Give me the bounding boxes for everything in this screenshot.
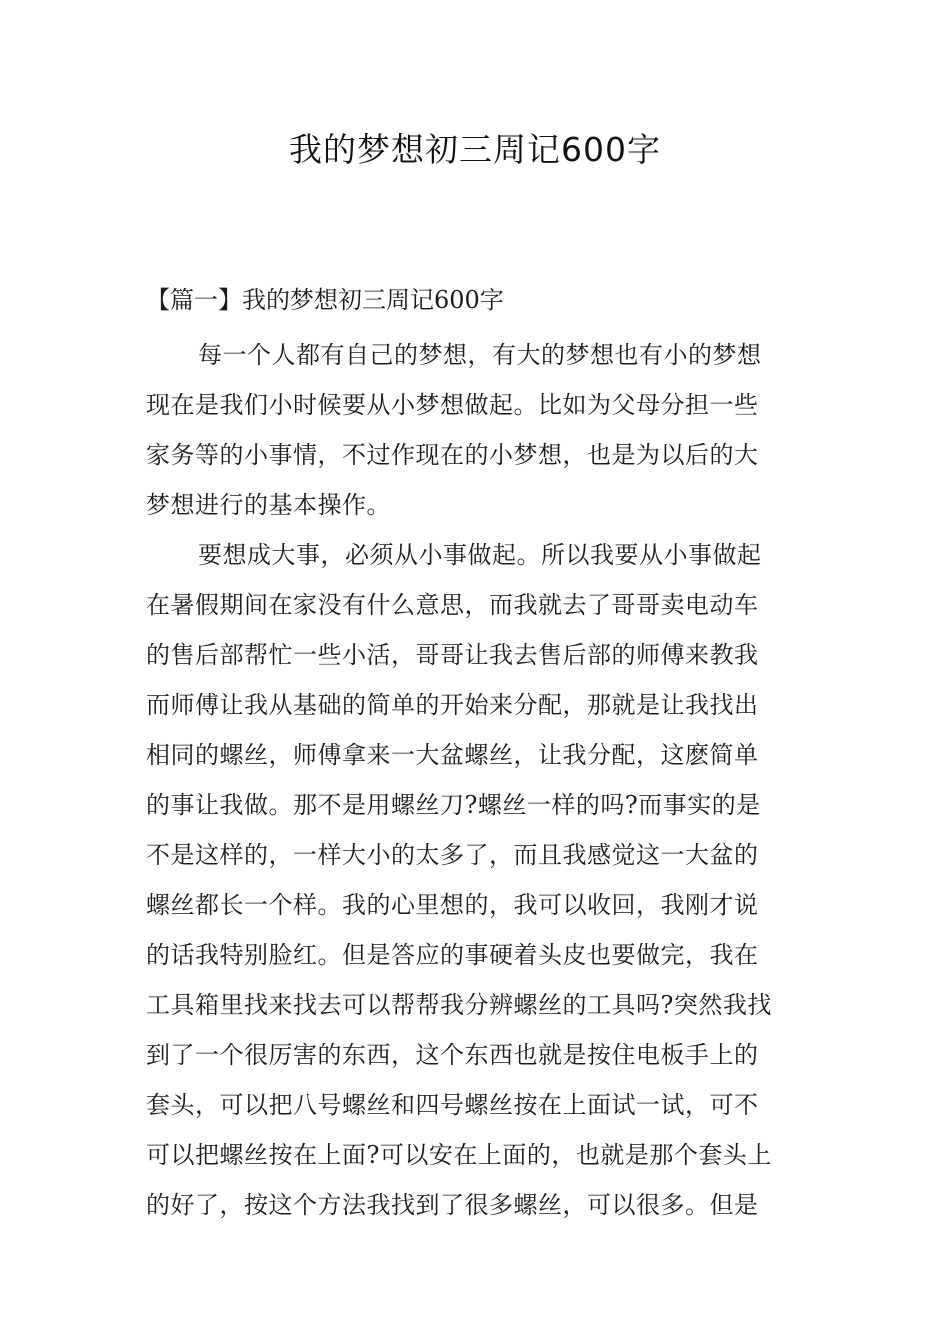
paragraph-line: 家务等的小事情，不过作现在的小梦想，也是为以后的大 [146,441,759,469]
paragraph-line: 相同的螺丝，师傅拿来一大盆螺丝，让我分配，这麽简单 [146,741,759,769]
paragraph-line: 在暑假期间在家没有什么意思，而我就去了哥哥卖电动车 [146,591,759,619]
paragraph-line: 工具箱里找来找去可以帮帮我分辨螺丝的工具吗?突然我找 [146,991,772,1019]
paragraph-line: 而师傅让我从基础的简单的开始来分配，那就是让我找出 [146,691,759,719]
paragraph-line: 现在是我们小时候要从小梦想做起。比如为父母分担一些 [146,391,759,419]
section-heading: 【篇一】我的梦想初三周记600字 [146,286,504,314]
paragraph-line: 不是这样的，一样大小的太多了，而且我感觉这一大盆的 [146,841,759,869]
paragraph-line: 的售后部帮忙一些小活，哥哥让我去售后部的师傅来教我 [146,641,759,669]
paragraph-line: 可以把螺丝按在上面?可以安在上面的，也就是那个套头上 [146,1141,772,1169]
paragraph-1 [146,330,808,530]
document-body [146,280,808,1230]
paragraph-line: 梦想进行的基本操作。 [146,491,391,519]
paragraph-line: 要想成大事，必须从小事做起。所以我要从小事做起 [198,541,762,569]
paragraph-line: 到了一个很厉害的东西，这个东西也就是按住电板手上的 [146,1041,759,1069]
paragraph-line: 的话我特别脸红。但是答应的事硬着头皮也要做完，我在 [146,941,759,969]
document-title: 我的梦想初三周记600字 [289,130,661,169]
paragraph-line: 的事让我做。那不是用螺丝刀?螺丝一样的吗?而事实的是 [146,791,761,819]
paragraph-2 [146,530,808,1230]
paragraph-line: 套头，可以把八号螺丝和四号螺丝按在上面试一试，可不 [146,1091,759,1119]
paragraph-line: 的好了，按这个方法我找到了很多螺丝，可以很多。但是 [146,1191,759,1219]
paragraph-line: 每一个人都有自己的梦想，有大的梦想也有小的梦想 [198,341,762,369]
paragraph-line: 螺丝都长一个样。我的心里想的，我可以收回，我刚才说 [146,891,759,919]
